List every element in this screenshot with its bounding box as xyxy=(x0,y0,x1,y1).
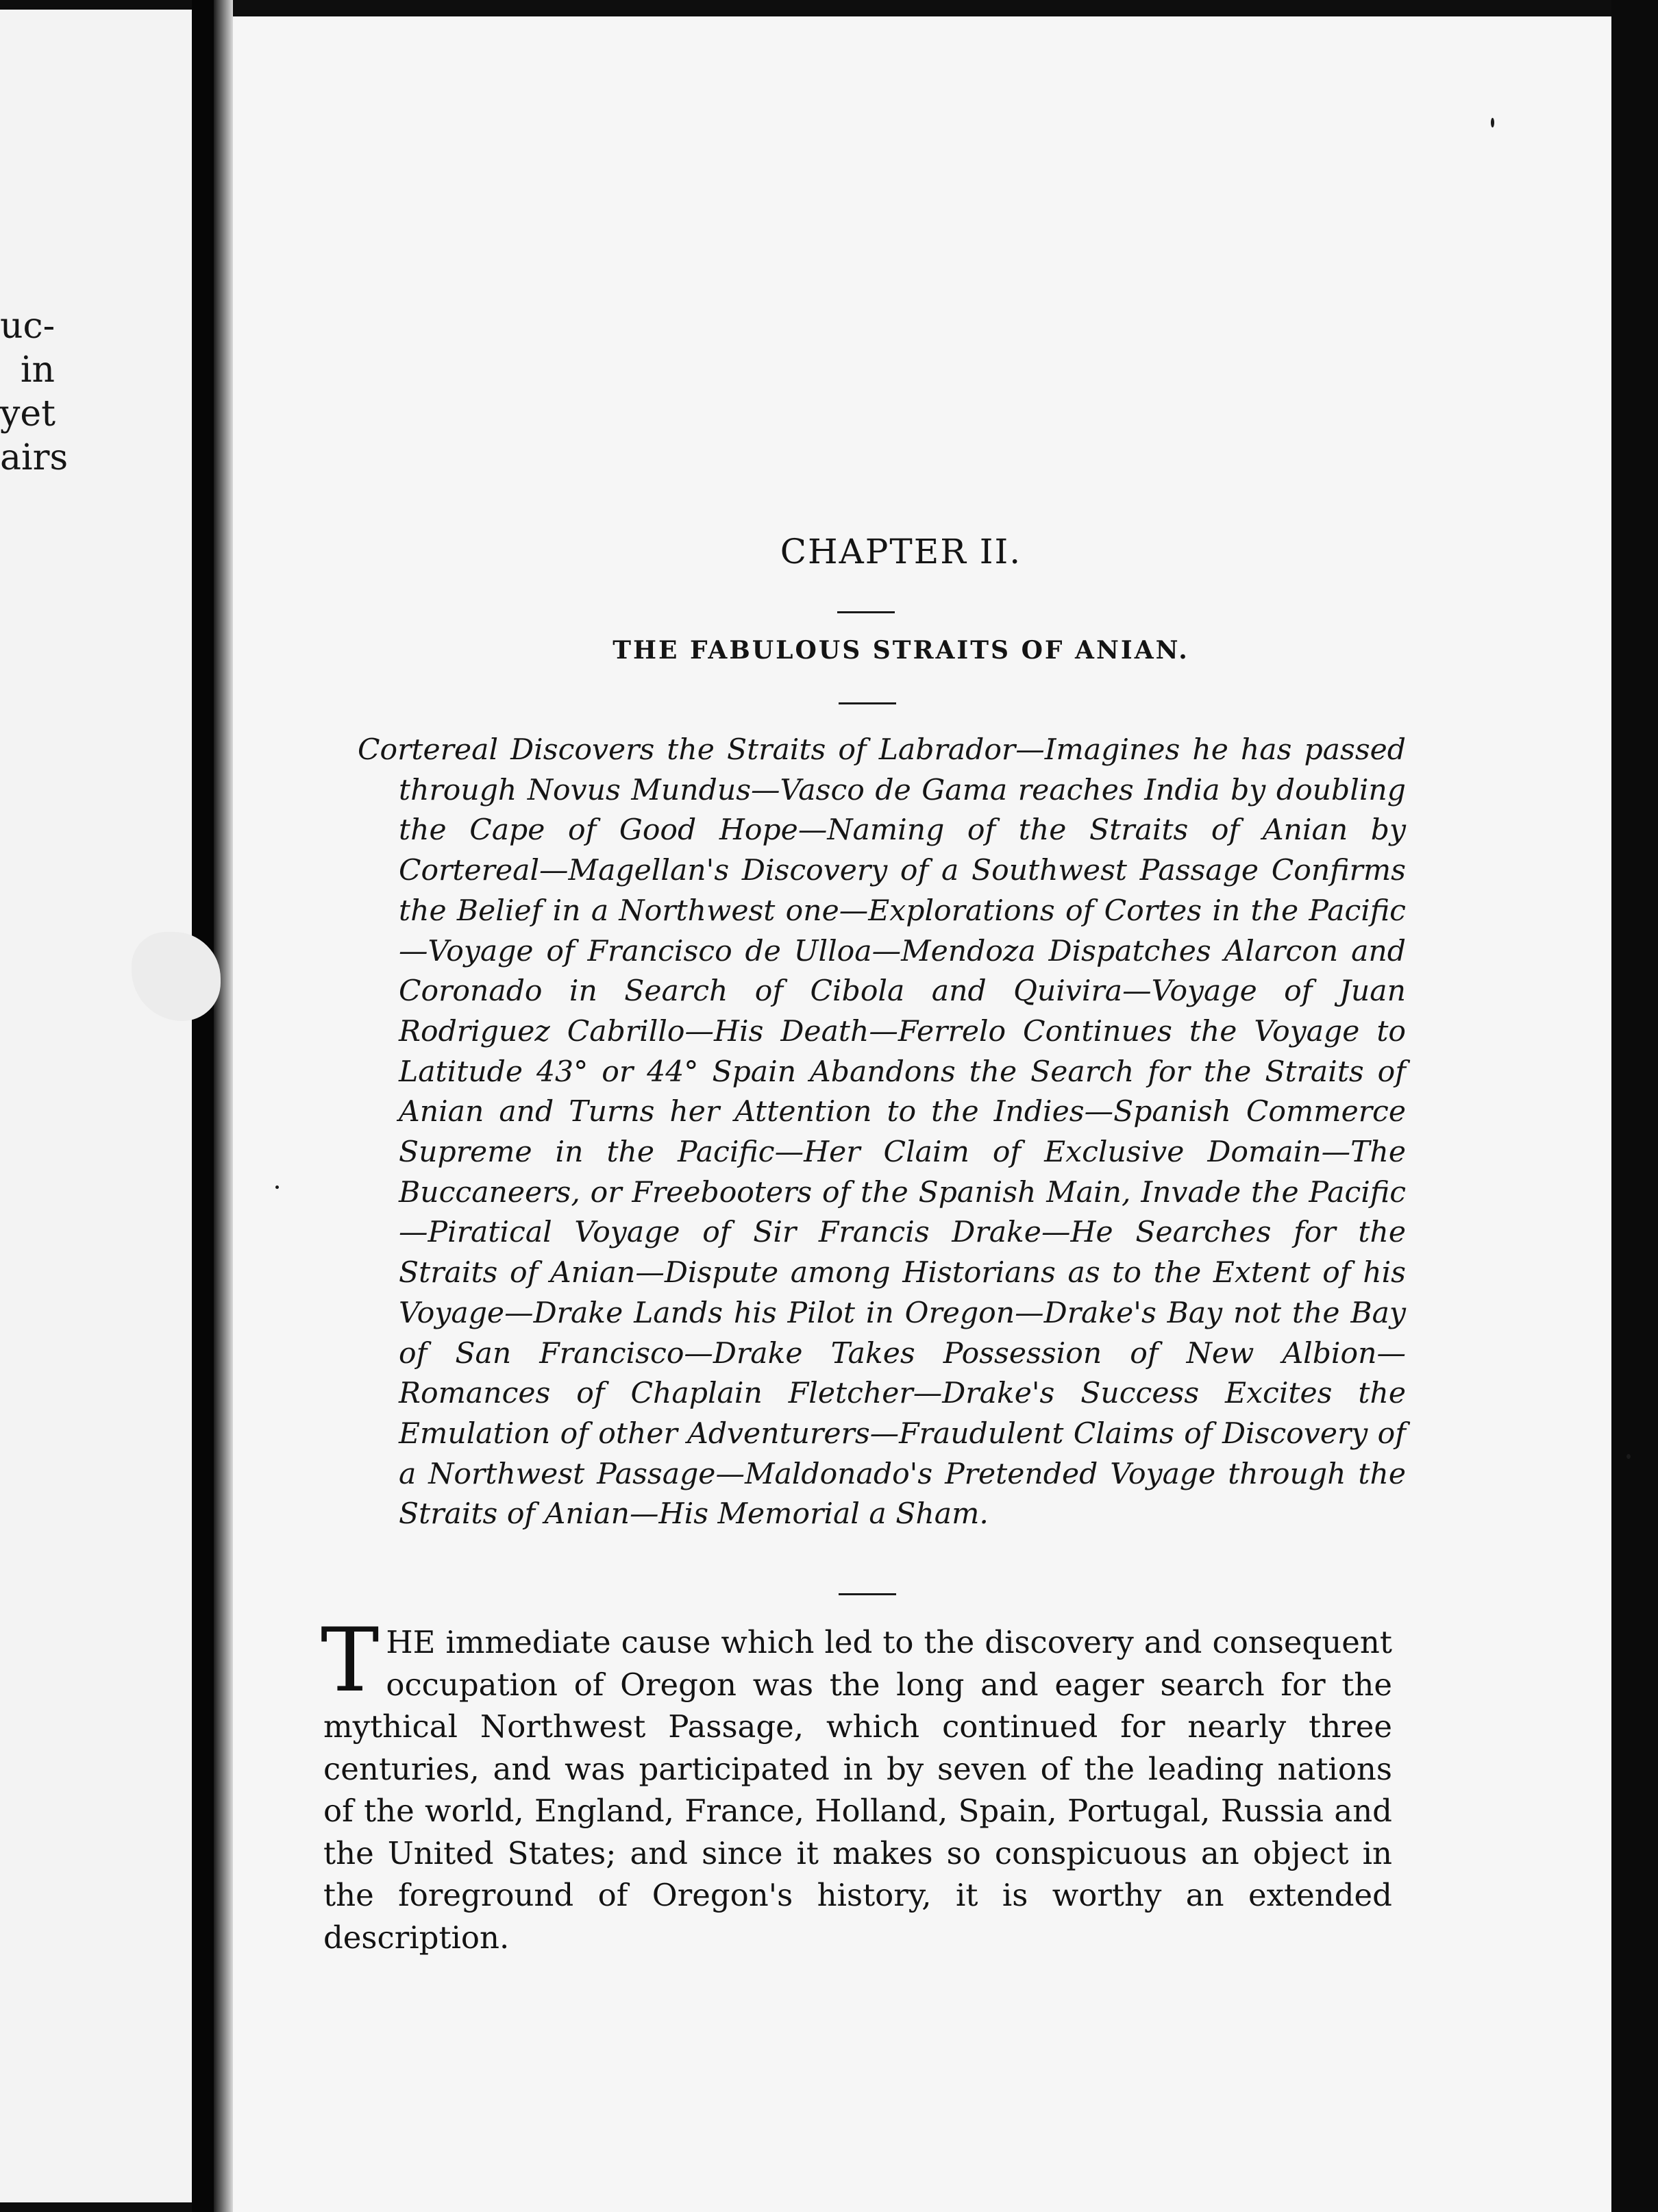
scan-speck xyxy=(275,1185,279,1189)
drop-cap: T xyxy=(321,1610,380,1712)
paragraph-text: HE immediate cause which led to the discovery and consequent occupation of Oregon was the long and eager search for the mythical Northwest Passage, which continued for nearly three centuries, and was participated in by seven of the leading nations of the world, England, France, Holland, Spain, Portugal, Russia and the United States; and since it makes so conspicuous an object in the foreground of Oregon's history, it is worthy an extended description. xyxy=(323,1624,1392,1956)
chapter-summary xyxy=(358,730,1406,1535)
previous-page-text-fragments xyxy=(0,304,69,480)
divider-rule xyxy=(839,1593,896,1595)
right-scan-border xyxy=(1611,0,1658,2212)
gutter-shadow xyxy=(214,0,233,2212)
scan-speck xyxy=(1626,1454,1631,1459)
body-paragraph xyxy=(321,1610,1392,1958)
binding-gutter xyxy=(192,0,214,2212)
summary-text: Cortereal Discovers the Straits of Labrador—Imagines he has passed through Novus Mundus—Vasco de Gama reaches India by doubling the Cape of Good Hope—Naming of the Straits of Anian by Cortereal—Magellan's Discovery of a Southwest Passage Confirms the Belief in a Northwest one—Explorations of Cortes in the Pacific—Voyage of Francisco de Ulloa—Mendoza Dispatches Alarcon and Coronado in Search of Cibola and Quivira—Voyage of Juan Rodriguez Cabrillo—His Death—Ferrelo Continues the Voyage to Latitude 43° or 44° Spain Abandons the Search for the Straits of Anian and Turns her Attention to the Indies—Spanish Commerce Supreme in the Pacific—Her Claim of Exclusive Domain—The Buccaneers, or Freebooters of the Spanish Main, Invade the Pacific—Piratical Voyage of Sir Francis Drake—He Searches for the Straits of Anian—Dispute among Historians as to the Extent of his Voyage—Drake Lands his Pilot in Oregon—Drake's Bay not the Bay of San Francisco—Drake Takes Possession of New Albion—Romances of Chaplain Fletcher—Drake's Success Excites the Emulation of other Adventurers—Fraudulent Claims of Discovery of a Northwest Passage—Maldonado's Pretended Voyage through the Straits of Anian—His Memorial a Sham. xyxy=(358,733,1406,1532)
scan-speck xyxy=(1491,118,1494,127)
fragment-line: in xyxy=(20,349,55,391)
previous-page xyxy=(0,10,193,2202)
divider-rule xyxy=(837,611,895,613)
chapter-subtitle: THE FABULOUS STRAITS OF ANIAN. xyxy=(613,636,1189,665)
fragment-line: airs xyxy=(0,437,69,478)
divider-rule xyxy=(839,702,896,704)
chapter-title: CHAPTER II. xyxy=(780,532,1022,572)
fragment-line: uc- xyxy=(0,306,55,347)
fragment-line: yet xyxy=(0,393,56,434)
